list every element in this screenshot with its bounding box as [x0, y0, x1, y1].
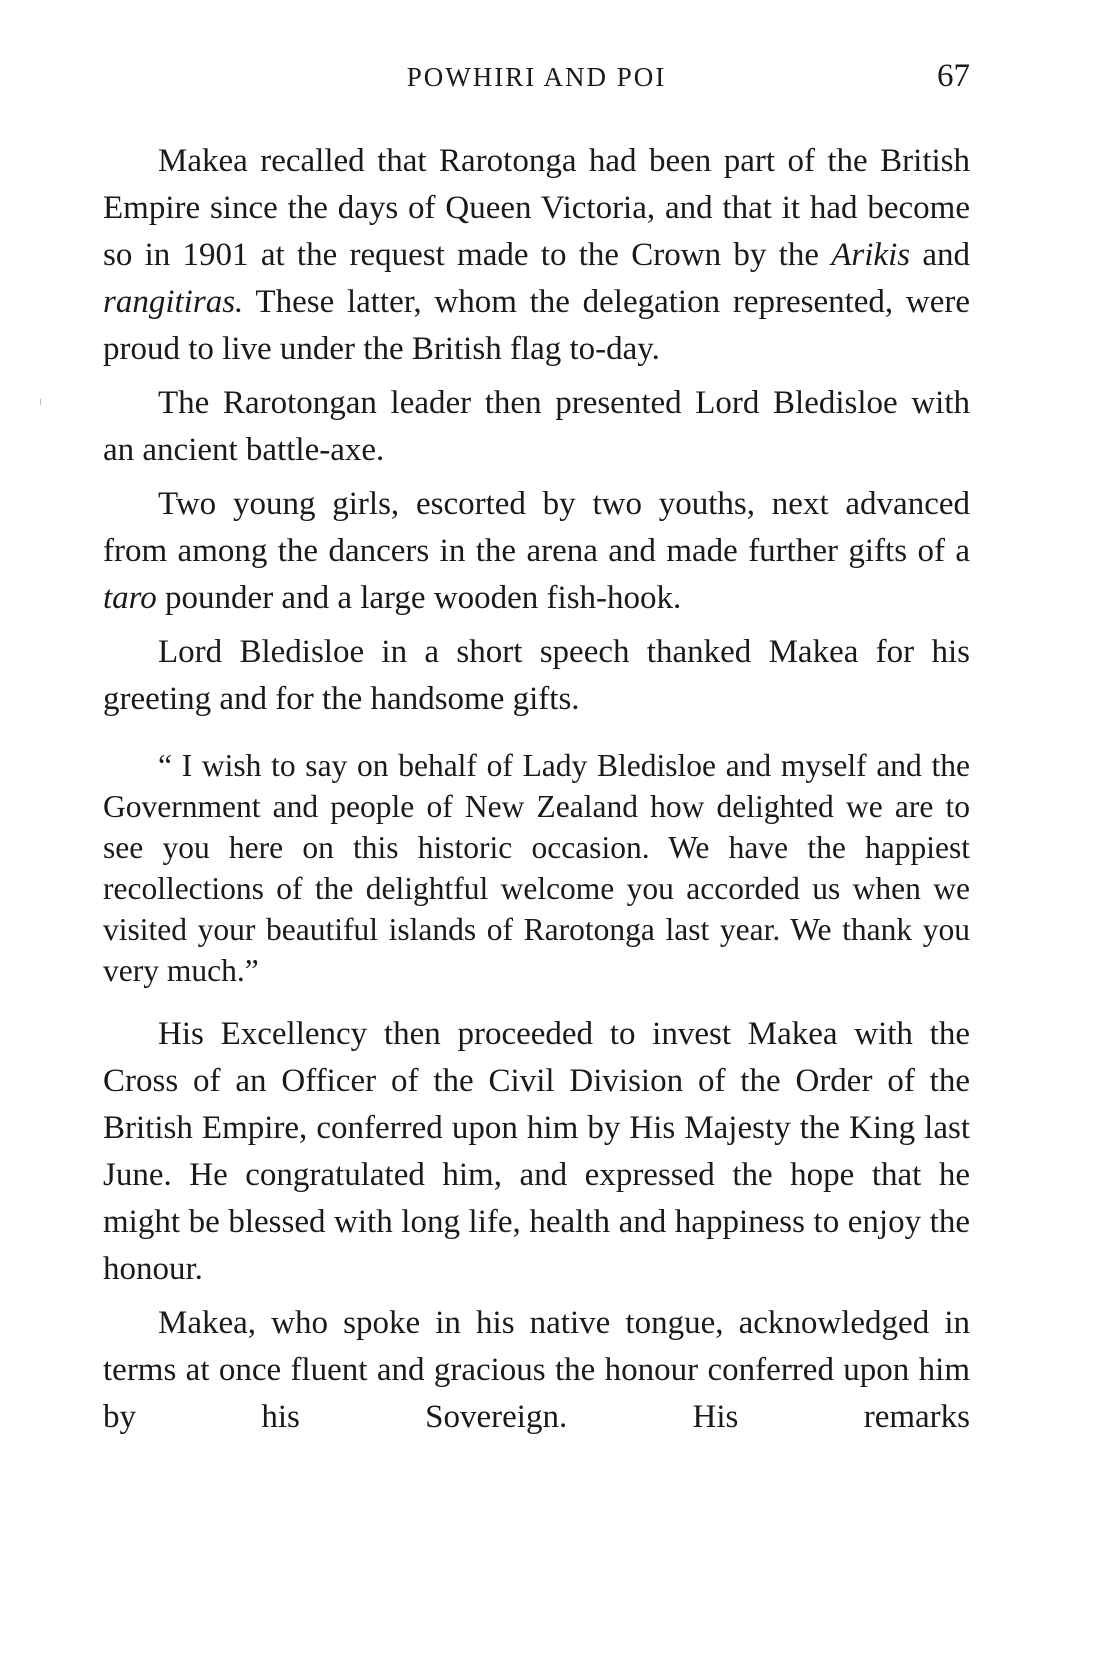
margin-mark — [40, 399, 41, 405]
text-run: These latter, whom the delegation represented, were proud to live under the British flag to-day. — [103, 284, 970, 367]
italic-term-taro: taro — [103, 580, 157, 616]
text-run: and — [910, 237, 970, 273]
text-run: Makea, who spoke in his native tongue, acknowledged in terms at once fluent and gracious the honour conferred upon him by his Sovereign. His remarks — [103, 1305, 970, 1435]
text-run: Two young girls, escorted by two youths, next advanced from among the dancers in the arena and made further gifts of a — [103, 486, 970, 569]
text-run: Lord Bledisloe in a short speech thanked Makea for his greeting and for the handsome gifts. — [103, 634, 970, 717]
paragraph-invest-makea — [103, 1011, 970, 1293]
text-run: pounder and a large wooden fish-hook. — [156, 580, 682, 616]
paragraph-young-girls — [103, 481, 970, 622]
running-head: POWHIRI AND POI — [406, 62, 667, 92]
paragraph-native-tongue — [103, 1300, 970, 1441]
text-run: His Excellency then proceeded to invest Makea with the Cross of an Officer of the Civil Division of the Order of the British Empire, conferred upon him by His Majesty the King last June. He congratulated him, and expressed the hope that he might be blessed with long life, health and happiness to enjoy the honour. — [103, 1016, 970, 1287]
page-number: 67 — [937, 58, 970, 94]
text-run: Makea recalled that Rarotonga had been part of the British Empire since the days of Queen Victoria, and that it had become so in 1901 at the request made to the Crown by the — [103, 143, 970, 273]
paragraph-speech-quote — [103, 745, 970, 991]
body-text — [103, 138, 970, 1441]
paragraph-makea-recalled — [103, 138, 970, 373]
italic-term-arikis: Arikis — [831, 237, 911, 273]
paragraph-short-speech — [103, 629, 970, 723]
text-run: The Rarotongan leader then presented Lord Bledisloe with an ancient battle-axe. — [103, 385, 970, 468]
text-run: “ I wish to say on behalf of Lady Bledisloe and myself and the Government and people of New Zealand how delighted we are to see you here on this historic occasion. We have the happiest recollections of the delightful welcome you accorded us when we visited your beautiful islands of Rarotonga last year. We thank you very much.” — [103, 748, 970, 988]
page-header — [103, 58, 970, 102]
paragraph-battle-axe — [103, 380, 970, 474]
italic-term-rangitiras: rangitiras. — [103, 284, 244, 320]
